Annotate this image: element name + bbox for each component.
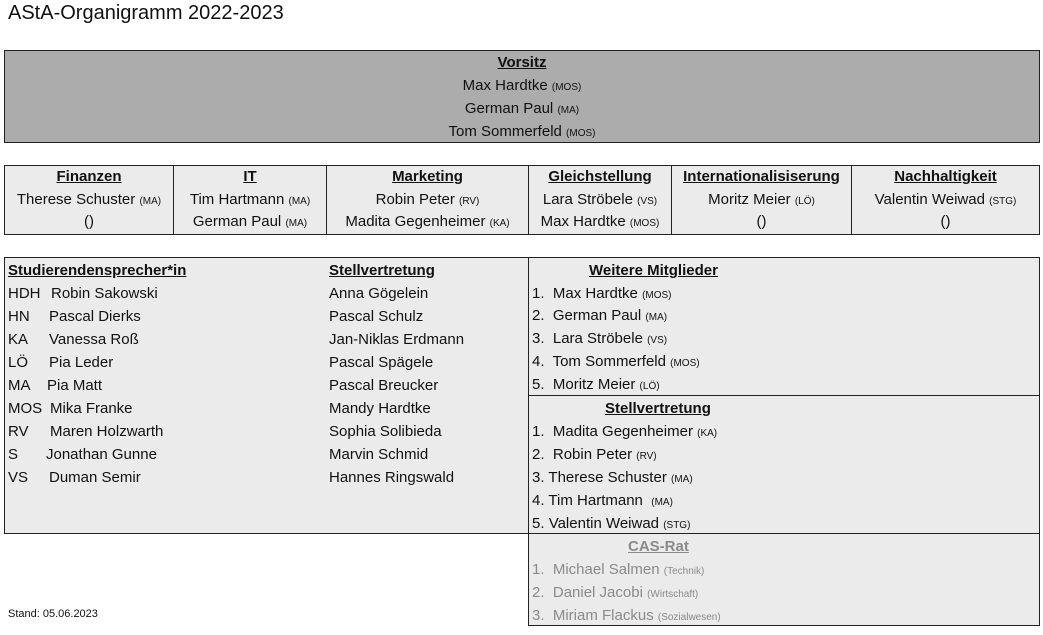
list-item: 1. Madita Gegenheimer (KA): [532, 423, 718, 440]
stellv-name: Pascal Schulz: [329, 308, 424, 325]
campus-code: RV: [8, 423, 29, 440]
sprecher-name: Mika Franke: [50, 400, 133, 417]
campus-code: MOS: [8, 400, 43, 417]
list-item: 5. Valentin Weiwad (STG): [532, 515, 691, 532]
stellv-name: Sophia Solibieda: [329, 423, 442, 440]
list-item: 5. Moritz Meier (LÖ): [532, 376, 660, 393]
sprecher-name: Maren Holzwarth: [50, 423, 164, 440]
cas-rat-box: [528, 533, 1040, 626]
department-marketing: Marketing Robin Peter (RV) Madita Gegenheimer (KA): [327, 166, 529, 234]
list-item: 3. Miriam Flackus (Sozialwesen): [532, 607, 721, 624]
stellv-name: Pascal Breucker: [329, 377, 439, 394]
sprecher-name: Jonathan Gunne: [46, 446, 157, 463]
sprecher-name: Duman Semir: [49, 469, 141, 486]
department-it: IT Tim Hartmann (MA) German Paul (MA): [174, 166, 327, 234]
list-item: 3. Lara Ströbele (VS): [532, 330, 668, 347]
stellv-name: Anna Gögelein: [329, 285, 429, 302]
stellvertretung-heading: Stellvertretung: [329, 262, 435, 279]
list-item: 4. Tim Hartmann (MA): [532, 492, 673, 509]
sprecher-name: Pia Leder: [49, 354, 114, 371]
campus-code: LÖ: [8, 354, 29, 371]
sprecher-name: Pascal Dierks: [49, 308, 141, 325]
stellv-name: Hannes Ringswald: [329, 469, 455, 486]
campus-code: HDH: [8, 285, 41, 302]
stellvertretung-list-heading: Stellvertretung: [605, 400, 711, 417]
stellv-name: Marvin Schmid: [329, 446, 429, 463]
studierende-box: [4, 257, 529, 534]
stand-date: Stand: 05.06.2023: [8, 608, 98, 620]
sprecher-name: Robin Sakowski: [51, 285, 158, 302]
page-title: AStA-Organigramm 2022-2023: [8, 2, 284, 24]
list-item: 2. Robin Peter (RV): [532, 446, 657, 463]
list-item: 1. Max Hardtke (MOS): [532, 285, 672, 302]
list-item: 1. Michael Salmen (Technik): [532, 561, 705, 578]
department-internationalisierung: Internationalisiserung Moritz Meier (LÖ) (): [672, 166, 852, 234]
campus-code: MA: [8, 377, 31, 394]
stellvertretung-box: [528, 395, 1040, 534]
department-finanzen: Finanzen Therese Schuster (MA) (): [5, 166, 174, 234]
vorsitz-heading: Vorsitz: [497, 54, 547, 71]
studierende-heading: Studierendensprecher*in: [8, 262, 187, 279]
campus-code: KA: [8, 331, 29, 348]
vorsitz-box: [4, 50, 1040, 143]
sprecher-name: Pia Matt: [47, 377, 103, 394]
list-item: 2. German Paul (MA): [532, 307, 668, 324]
vorsitz-member: German Paul (MA): [464, 100, 580, 117]
stellv-name: Jan-Niklas Erdmann: [329, 331, 465, 348]
stellv-name: Mandy Hardtke: [329, 400, 431, 417]
weitere-mitglieder-box: [528, 257, 1040, 397]
weitere-heading: Weitere Mitglieder: [589, 262, 718, 279]
vorsitz-member: Tom Sommerfeld (MOS): [448, 123, 596, 140]
vorsitz-member: Max Hardtke (MOS): [462, 77, 582, 94]
department-gleichstellung: Gleichstellung Lara Ströbele (VS) Max Hardtke (MOS): [529, 166, 672, 234]
campus-code: HN: [8, 308, 30, 325]
sprecher-name: Vanessa Roß: [49, 331, 139, 348]
departments-table: [4, 165, 1040, 235]
department-nachhaltigkeit: Nachhaltigkeit Valentin Weiwad (STG) (): [874, 168, 1017, 230]
list-item: 4. Tom Sommerfeld (MOS): [532, 353, 700, 370]
cas-heading: CAS-Rat: [628, 538, 689, 555]
stellv-name: Pascal Spägele: [329, 354, 434, 371]
list-item: 3. Therese Schuster (MA): [532, 469, 693, 486]
list-item: 2. Daniel Jacobi (Wirtschaft): [532, 584, 699, 601]
campus-code: VS: [8, 469, 29, 486]
campus-code: S: [8, 446, 19, 463]
